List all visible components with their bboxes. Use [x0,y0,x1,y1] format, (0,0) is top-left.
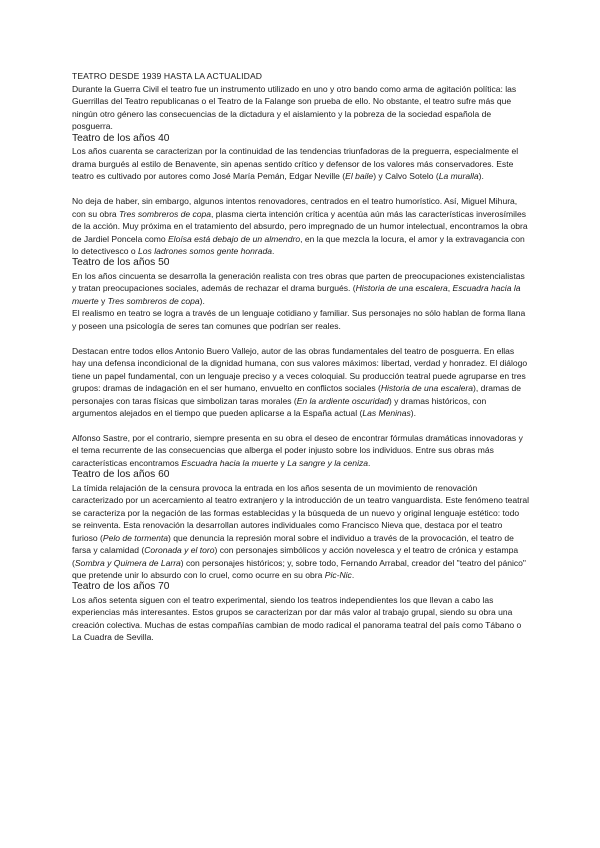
section-heading-40s: Teatro de los años 40 [72,132,170,144]
paragraph-50s-4: Alfonso Sastre, por el contrario, siempre presenta en su obra el deseo de encontrar fórmulas dramáticas innovadoras y el tema recurrente de las consecuencias que alberga el poder injusto sobre los individuos. Entre sus obras más características encontramos Escuadra hacia la muerte y La sangre y la ceniza. [72,432,523,468]
paragraph-60s-1: La tímida relajación de la censura provoca la entrada en los años sesenta de un movimiento de renovación caracterizado por un acercamiento al teatro extranjero y la introducción de un teatro vanguardista. Este fenómeno teatral se caracteriza por la negación de las formas establecidas y la búsqueda de un nuevo y original lenguaje estético: todo se reinventa. Esta renovación la desarrollan autores individuales como Francisco Nieva que, destaca por el teatro furioso (Pelo de tormenta) que denuncia la represión moral sobre el individuo a través de la provocación, el teatro de farsa y calamidad (Coronada y el toro) con personajes simbólicos y acción novelesca y el teatro de crónica y estampa (Sombra y Quimera de Larra) con personajes históricos; y, sobre todo, Fernando Arrabal, creador del "teatro del pánico" que pretende unir lo absurdo con lo cruel, como ocurre en su obra Pic-Nic. [72,482,530,580]
section-heading-60s: Teatro de los años 60 [72,469,170,481]
document-title: TEATRO DESDE 1939 HASTA LA ACTUALIDAD [72,71,263,81]
paragraph-50s-1: En los años cincuenta se desarrolla la generación realista con tres obras que parten de preocupaciones existencialistas y tratan preocupaciones sociales, además de rechazar el drama burgués. (Historia de una escalera, Escuadra hacia la muerte y Tres sombreros de copa). [72,270,525,306]
intro-paragraph: Durante la Guerra Civil el teatro fue un instrumento utilizado en uno y otro bando como arma de agitación política: las Guerrillas del Teatro republicanas o el Teatro de la Falange son prueba de ello. No obstante, el teatro sufre más que ningún otro género las consecuencias de la dictadura y el aislamiento y la pobreza de la sociedad española de posguerra. [72,84,517,132]
paragraph-50s-2: El realismo en teatro se logra a través de un lenguaje cotidiano y familiar. Sus personajes no sólo hablan de forma llana y poseen una psicología de seres tan comunes que podrían ser reales. [72,308,526,331]
section-heading-70s: Teatro de los años 70 [72,581,170,593]
section-heading-50s: Teatro de los años 50 [72,257,170,269]
paragraph-40s-2: No deja de haber, sin embargo, algunos intentos renovadores, centrados en el teatro humorístico. Así, Miguel Mihura, con su obra Tres sombreros de copa, plasma cierta intención crítica y acentúa aún más las características inverosímiles de la acción. Muy próxima en el tratamiento del absurdo, pero impregnado de un humor intelectual, encontramos la obra de Jardiel Poncela como Eloísa está debajo de un almendro, en la que mezcla la locura, el amor y la extravagancia con lo detectivesco o Los ladrones somos gente honrada. [72,196,528,256]
paragraph-50s-3: Destacan entre todos ellos Antonio Buero Vallejo, autor de las obras fundamentales del teatro de posguerra. En ellas hay una defensa incondicional de la dignidad humana, con sus valores máximos: libertad, verdad y honradez. El diálogo tiene un papel fundamental, con un lenguaje preciso y a veces coloquial. Su producción teatral puede agruparse en tres grupos: dramas de indagación en el ser humano, envuelto en conflictos sociales (Historia de una escalera), dramas de personajes con taras físicas que simbolizan taras morales (En la ardiente oscuridad) y dramas históricos, con argumentos alejados en el tiempo que pueden aplicarse a la España actual (Las Meninas). [72,345,528,418]
paragraph-70s-1: Los años setenta siguen con el teatro experimental, siendo los teatros independientes los que llevan a cabo las experiencias más interesantes. Estos grupos se caracterizan por dar más valor al trabajo grupal, siendo su obra una creación colectiva. Muchas de estas compañías cambian de modo radical el panorama teatral del país como Tábano o La Cuadra de Sevilla. [72,594,522,643]
paragraph-40s-1: Los años cuarenta se caracterizan por la continuidad de las tendencias triunfadoras de la preguerra, especialmente el drama burgués al estilo de Benavente, sin apenas sentido crítico y defensor de los valores más conservadores. Este teatro es cultivado por autores como José María Pemán, Edgar Neville (El baile) y Calvo Sotelo (La muralla). [72,146,519,182]
